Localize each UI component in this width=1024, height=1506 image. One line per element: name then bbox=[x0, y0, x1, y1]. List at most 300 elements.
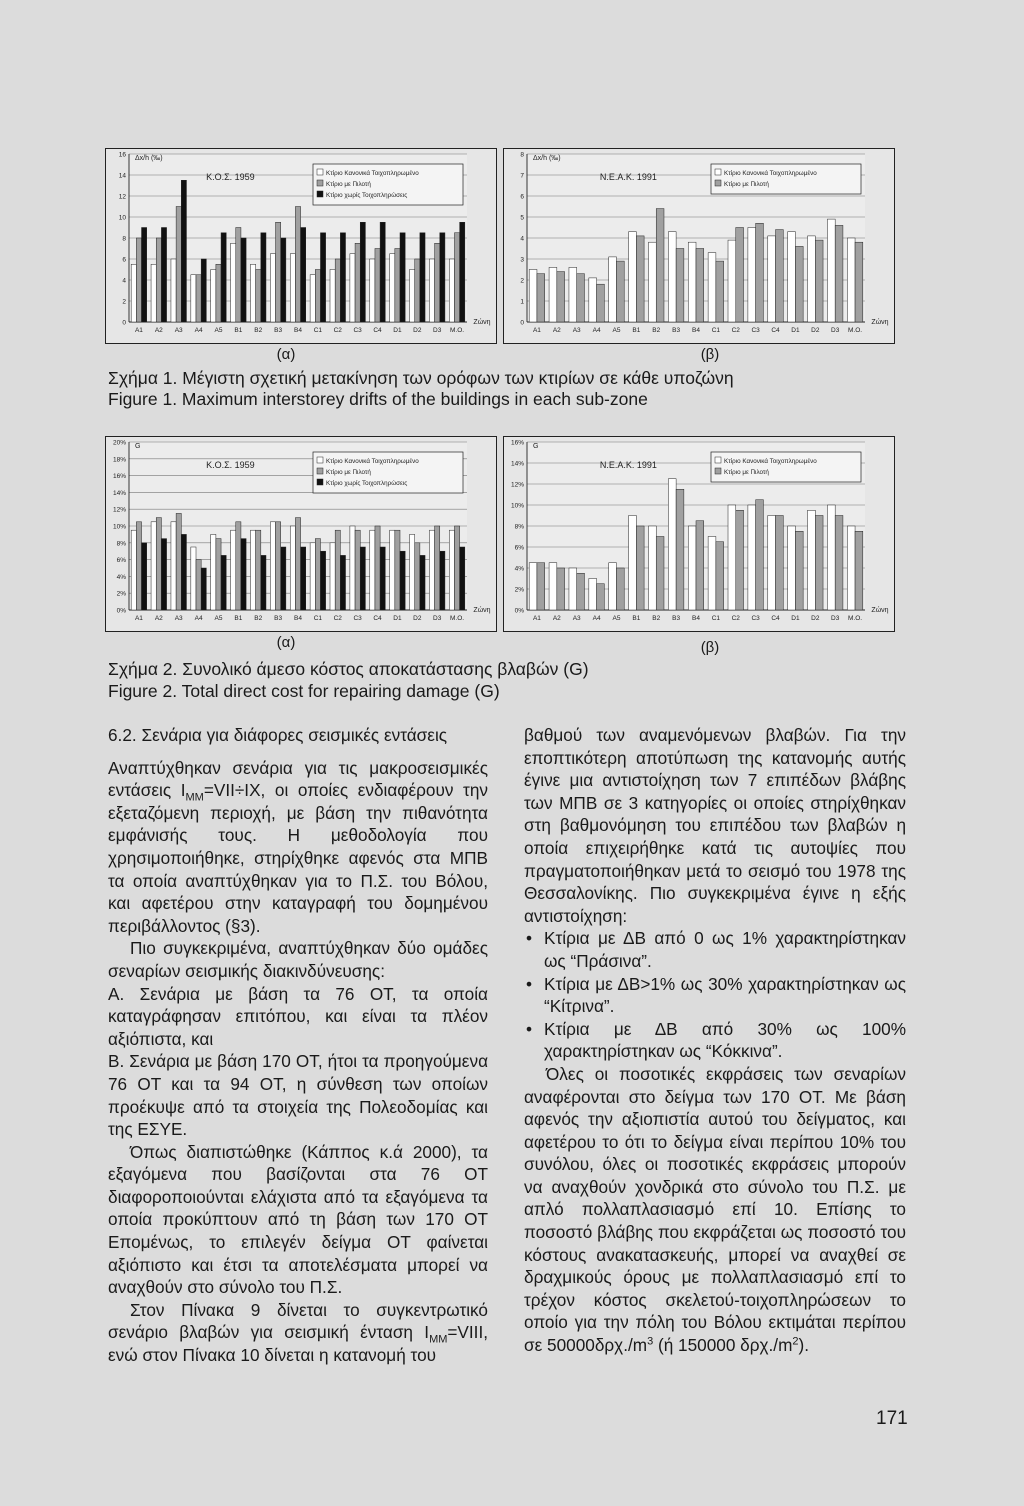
bar bbox=[161, 228, 166, 323]
x-axis-label: Ζώνη bbox=[871, 319, 889, 326]
y-tick-label: 2 bbox=[520, 277, 524, 285]
bar bbox=[549, 267, 557, 322]
bar bbox=[577, 573, 585, 610]
bar bbox=[696, 521, 704, 610]
figure-2-caption-en: Figure 2. Total direct cost for repairing damage (G) bbox=[108, 681, 500, 701]
bar bbox=[736, 228, 744, 323]
bar bbox=[549, 563, 557, 610]
bar bbox=[191, 547, 196, 610]
bar bbox=[201, 259, 206, 322]
x-tick-label: C2 bbox=[731, 327, 740, 334]
bar bbox=[176, 207, 181, 323]
x-tick-label: A2 bbox=[154, 615, 163, 622]
bar bbox=[835, 225, 843, 322]
bar bbox=[236, 228, 241, 323]
figure-2b bbox=[503, 436, 895, 632]
bar bbox=[256, 530, 261, 610]
bar bbox=[847, 238, 855, 322]
legend-swatch bbox=[317, 468, 323, 474]
bar bbox=[151, 264, 156, 322]
bar bbox=[181, 534, 186, 610]
figure-2a-label: (α) bbox=[276, 634, 296, 651]
bar bbox=[236, 522, 241, 610]
bar bbox=[370, 259, 375, 322]
x-tick-label: B4 bbox=[294, 327, 302, 334]
bar bbox=[808, 510, 816, 610]
bar bbox=[636, 236, 644, 322]
y-tick-label: 10% bbox=[510, 502, 524, 510]
bar bbox=[569, 568, 577, 610]
bar bbox=[748, 228, 756, 323]
x-tick-label: M.O. bbox=[450, 615, 465, 622]
x-tick-label: A4 bbox=[592, 327, 601, 334]
bar bbox=[435, 526, 440, 610]
bar bbox=[460, 547, 465, 610]
paragraph: Αναπτύχθηκαν σενάρια για τις μακροσεισμικές εντάσεις $I_{MM}=VII\div IX$, οι οποίες ενδιαφέρουν την εξεταζόμενη περιοχή, με βάση την πιθανότητα εμφάνισής τους. Η μεθοδολογία που χρησιμοποιήθηκε, στηρίχθηκε αφενός στα ΜΠΒ τα οποία αναπτύχθηκαν για το Π.Σ. του Βόλου, και αφετέρου στην καταγραφή του δομημένου περιβάλλοντος (§3). bbox=[108, 757, 488, 936]
bar bbox=[340, 555, 345, 610]
bar bbox=[410, 534, 415, 610]
bar bbox=[616, 261, 624, 322]
y-tick-label: 16 bbox=[118, 151, 126, 159]
bar bbox=[380, 547, 385, 610]
x-tick-label: C4 bbox=[771, 327, 780, 334]
bar bbox=[716, 261, 724, 322]
bar bbox=[395, 249, 400, 323]
y-tick-label: 3 bbox=[520, 256, 524, 264]
figure-1-caption-gr: Σχήμα 1. Μέγιστη σχετική μετακίνηση των ορόφων των κτιρίων σε κάθε υποζώνη bbox=[108, 368, 734, 388]
x-tick-label: B1 bbox=[234, 615, 243, 622]
list-item: • Κτίρια με ΔΒ>1% ως 30% χαρακτηρίστηκαν ως “Κίτρινα”. bbox=[524, 973, 906, 1018]
bar bbox=[295, 207, 300, 323]
bar bbox=[454, 233, 459, 322]
bar bbox=[131, 264, 136, 322]
y-tick-label: 6 bbox=[520, 193, 524, 201]
x-tick-label: D3 bbox=[433, 615, 442, 622]
bar bbox=[375, 526, 380, 610]
legend-label: Κτίριο Κανονικά Τοιχοπληρωμένο bbox=[724, 458, 817, 465]
bar bbox=[315, 270, 320, 323]
bar bbox=[221, 555, 226, 610]
bar bbox=[136, 522, 141, 610]
bar bbox=[281, 238, 286, 322]
x-tick-label: D1 bbox=[393, 615, 402, 622]
bar bbox=[835, 516, 843, 611]
y-tick-label: 6% bbox=[514, 544, 524, 552]
bar bbox=[350, 526, 355, 610]
bar bbox=[176, 513, 181, 610]
figure-2a bbox=[105, 436, 497, 632]
x-tick-label: C4 bbox=[373, 327, 382, 334]
paragraph: βαθμού των αναμενόμενων βλαβών. Για την εποπτικότερη αποτύπωση της κατανομής αυτής έγινε μια αντιστοίχηση των 7 επιπέδων βλάβης των ΜΠΒ σε 3 κατηγορίες οι οποίες στηρίχθηκαν στη βαθμονόμηση του επιπέδου των βλαβών η οποία επιχειρήθηκε κατά τις αυτοψίες που πραγματοποιήθηκαν μετά το σεισμό του 1978 της Θεσσαλονίκης. Πιο συγκεκριμένα έγινε η εξής αντιστοίχηση: bbox=[524, 725, 906, 926]
y-tick-label: 14% bbox=[112, 489, 126, 497]
bar bbox=[131, 530, 136, 610]
x-tick-label: C2 bbox=[333, 327, 342, 334]
y-tick-label: 4 bbox=[122, 277, 126, 285]
bar bbox=[855, 242, 863, 322]
bar bbox=[196, 275, 201, 322]
bar bbox=[161, 539, 166, 610]
bar bbox=[231, 530, 236, 610]
bar bbox=[250, 264, 255, 322]
legend-label: Κτίριο Κανονικά Τοιχοπληρωμένο bbox=[326, 170, 419, 177]
bar bbox=[716, 542, 724, 610]
bar bbox=[795, 531, 803, 610]
y-axis-label: G bbox=[533, 443, 539, 450]
paragraph: Β. Σενάρια με βάση 170 ΟΤ, ήτοι τα προηγούμενα 76 ΟΤ και τα 94 ΟΤ, η σύνθεση των οποίων προέκυψε από τα στοιχεία της Πολεοδομίας και της ΕΣΥΕ. bbox=[108, 1051, 488, 1140]
legend-label: Κτίριο χωρίς Τοιχοπληρώσεις bbox=[326, 192, 408, 199]
bar bbox=[656, 537, 664, 611]
bar bbox=[390, 254, 395, 322]
x-tick-label: B3 bbox=[672, 327, 681, 334]
bar bbox=[768, 516, 776, 611]
bar bbox=[181, 180, 186, 322]
y-tick-label: 8 bbox=[520, 151, 524, 159]
y-tick-label: 2 bbox=[122, 298, 126, 306]
bar bbox=[668, 479, 676, 610]
bar bbox=[216, 264, 221, 322]
x-tick-label: A2 bbox=[154, 327, 163, 334]
x-tick-label: B3 bbox=[274, 327, 283, 334]
x-tick-label: A4 bbox=[592, 615, 601, 622]
paragraph: Στον Πίνακα 9 δίνεται το συγκεντρωτικό σενάριο βλαβών για σεισμική ένταση $I_{MM}=VIII$, ενώ στον Πίνακα 10 δίνεται η κατανομή του bbox=[108, 1299, 488, 1366]
x-tick-label: B3 bbox=[672, 615, 681, 622]
bar bbox=[776, 230, 784, 322]
bar bbox=[609, 257, 617, 322]
x-tick-label: C1 bbox=[313, 327, 323, 334]
bar bbox=[589, 278, 597, 322]
x-tick-label: B1 bbox=[632, 615, 641, 622]
x-tick-label: A4 bbox=[194, 615, 203, 622]
x-axis-label: Ζώνη bbox=[871, 607, 889, 614]
bar bbox=[648, 526, 656, 610]
x-tick-label: B4 bbox=[692, 327, 700, 334]
y-tick-label: 6 bbox=[122, 256, 126, 264]
bar bbox=[449, 259, 454, 322]
bar bbox=[708, 537, 716, 611]
x-tick-label: C1 bbox=[711, 327, 721, 334]
chart-title: Ν.Ε.Α.Κ. 1991 bbox=[599, 460, 657, 470]
x-tick-label: B4 bbox=[692, 615, 700, 622]
x-tick-label: A3 bbox=[174, 327, 183, 334]
paragraph: Α. Σενάρια με βάση τα 76 ΟΤ, τα οποία καταγράφησαν επιτόπου, και είναι τα πλέον αξιόπιστα, και bbox=[108, 983, 488, 1049]
bar bbox=[429, 530, 434, 610]
x-tick-label: B4 bbox=[294, 615, 302, 622]
bar bbox=[241, 539, 246, 610]
figure-2-caption-gr: Σχήμα 2. Συνολικό άμεσο κόστος αποκατάστασης βλαβών (G) bbox=[108, 659, 589, 679]
paragraph: Όπως διαπιστώθηκε (Κάππος κ.ά 2000), τα εξαγόμενα που βασίζονται στα 76 ΟΤ διαφοροποιούνται ελάχιστα από τα εξαγόμενα τα οποία προκύπτουν από τη βάση των 170 ΟΤ Επομένως, το επιλεγέν δείγμα ΟΤ φαίνεται αξιόπιστο και έτσι τα αποτελέσματα μπορεί να αναχθούν στο σύνολο του Π.Σ. bbox=[108, 1141, 488, 1298]
bar bbox=[171, 259, 176, 322]
bar bbox=[815, 240, 823, 322]
y-tick-label: 12 bbox=[118, 193, 126, 201]
y-tick-label: 16% bbox=[112, 473, 126, 481]
x-tick-label: C2 bbox=[333, 615, 342, 622]
y-tick-label: 12% bbox=[510, 481, 524, 489]
bar bbox=[454, 526, 459, 610]
y-tick-label: 0% bbox=[116, 607, 126, 615]
bar bbox=[330, 543, 335, 610]
bar bbox=[589, 579, 597, 611]
bar bbox=[847, 526, 855, 610]
x-tick-label: C1 bbox=[313, 615, 323, 622]
y-tick-label: 18% bbox=[112, 456, 126, 464]
figure-2b-label: (β) bbox=[700, 639, 720, 656]
x-tick-label: M.O. bbox=[450, 327, 465, 334]
bullet-list bbox=[524, 927, 906, 1063]
bar bbox=[420, 233, 425, 322]
bar bbox=[241, 238, 246, 322]
y-tick-label: 7 bbox=[520, 172, 524, 180]
bar bbox=[676, 249, 684, 323]
x-tick-label: A5 bbox=[214, 327, 223, 334]
chart-fig2b bbox=[503, 436, 895, 632]
bar bbox=[375, 249, 380, 323]
x-tick-label: A5 bbox=[612, 327, 621, 334]
x-tick-label: B2 bbox=[652, 327, 661, 334]
bar bbox=[557, 272, 565, 322]
y-tick-label: 0 bbox=[122, 319, 126, 327]
bar bbox=[795, 246, 803, 322]
bar bbox=[696, 249, 704, 323]
bar bbox=[756, 223, 764, 322]
legend-box bbox=[711, 452, 861, 482]
x-tick-label: A5 bbox=[612, 615, 621, 622]
x-tick-label: B1 bbox=[234, 327, 243, 334]
x-tick-label: D2 bbox=[811, 327, 820, 334]
bar bbox=[281, 547, 286, 610]
bar bbox=[429, 259, 434, 322]
y-tick-label: 0 bbox=[520, 319, 524, 327]
bar bbox=[636, 526, 644, 610]
x-tick-label: A1 bbox=[134, 615, 143, 622]
figure-1a-label: (α) bbox=[276, 346, 296, 363]
chart-fig1a bbox=[105, 148, 497, 344]
bar bbox=[616, 568, 624, 610]
bar bbox=[380, 222, 385, 322]
y-tick-label: 10% bbox=[112, 523, 126, 531]
x-tick-label: C2 bbox=[731, 615, 740, 622]
legend-label: Κτίριο με Πιλοτή bbox=[326, 469, 371, 476]
legend-swatch bbox=[317, 191, 323, 197]
bar bbox=[708, 253, 716, 322]
bar bbox=[211, 534, 216, 610]
bar bbox=[340, 233, 345, 322]
bar bbox=[537, 563, 545, 610]
bar bbox=[261, 233, 266, 322]
x-tick-label: A3 bbox=[174, 615, 183, 622]
legend-label: Κτίριο με Πιλοτή bbox=[326, 181, 371, 188]
bar bbox=[676, 489, 684, 610]
y-tick-label: 20% bbox=[112, 439, 126, 447]
x-tick-label: A4 bbox=[194, 327, 203, 334]
bar bbox=[142, 228, 147, 323]
bar bbox=[295, 518, 300, 610]
y-tick-label: 4% bbox=[514, 565, 524, 573]
y-tick-label: 1 bbox=[520, 298, 524, 306]
bar bbox=[577, 274, 585, 322]
x-tick-label: D3 bbox=[433, 327, 442, 334]
bar bbox=[668, 232, 676, 322]
x-tick-label: A1 bbox=[134, 327, 143, 334]
y-tick-label: 2% bbox=[116, 590, 126, 598]
y-tick-label: 12% bbox=[112, 506, 126, 514]
bar bbox=[360, 222, 365, 322]
legend-swatch bbox=[715, 468, 721, 474]
bar bbox=[335, 259, 340, 322]
legend-label: Κτίριο Κανονικά Τοιχοπληρωμένο bbox=[724, 170, 817, 177]
figure-1-caption-en: Figure 1. Maximum interstorey drifts of the buildings in each sub-zone bbox=[108, 389, 648, 409]
y-tick-label: 16% bbox=[510, 439, 524, 447]
x-tick-label: C3 bbox=[353, 327, 362, 334]
bar bbox=[270, 522, 275, 610]
y-axis-label: Δx/h (‰) bbox=[135, 155, 163, 162]
bar bbox=[310, 275, 315, 322]
bar bbox=[301, 547, 306, 610]
bar bbox=[808, 236, 816, 322]
y-tick-label: 14 bbox=[118, 172, 126, 180]
legend-swatch bbox=[317, 457, 323, 463]
legend-swatch bbox=[317, 169, 323, 175]
bar bbox=[355, 530, 360, 610]
bar bbox=[191, 275, 196, 322]
bar bbox=[290, 254, 295, 322]
y-tick-label: 14% bbox=[510, 460, 524, 468]
chart-title: Ν.Ε.Α.Κ. 1991 bbox=[599, 172, 657, 182]
y-tick-label: 8 bbox=[122, 235, 126, 243]
x-tick-label: C1 bbox=[711, 615, 721, 622]
bar bbox=[261, 555, 266, 610]
bar bbox=[320, 551, 325, 610]
left-column bbox=[108, 724, 488, 1367]
bar bbox=[142, 543, 147, 610]
figure-1b-label: (β) bbox=[700, 346, 720, 363]
bar bbox=[449, 530, 454, 610]
bar bbox=[250, 530, 255, 610]
bar bbox=[360, 547, 365, 610]
chart-title: Κ.Ο.Σ. 1959 bbox=[206, 172, 255, 182]
bar bbox=[301, 228, 306, 323]
legend-box bbox=[711, 164, 861, 194]
bar bbox=[557, 568, 565, 610]
chart-title: Κ.Ο.Σ. 1959 bbox=[206, 460, 255, 470]
bar bbox=[776, 516, 784, 611]
x-tick-label: M.O. bbox=[848, 615, 863, 622]
x-tick-label: D1 bbox=[791, 615, 800, 622]
x-tick-label: B2 bbox=[254, 615, 263, 622]
bar bbox=[688, 242, 696, 322]
legend-label: Κτίριο Κανονικά Τοιχοπληρωμένο bbox=[326, 458, 419, 465]
x-tick-label: D2 bbox=[413, 327, 422, 334]
bar bbox=[609, 563, 617, 610]
bar bbox=[597, 284, 605, 322]
bar bbox=[827, 219, 835, 322]
bar bbox=[815, 516, 823, 611]
x-tick-label: A1 bbox=[532, 327, 541, 334]
bar bbox=[420, 555, 425, 610]
page-number: 171 bbox=[876, 1408, 908, 1429]
x-tick-label: A3 bbox=[572, 327, 581, 334]
bar bbox=[201, 568, 206, 610]
bar bbox=[350, 254, 355, 322]
bar bbox=[648, 242, 656, 322]
bar bbox=[440, 233, 445, 322]
paragraph: Όλες οι ποσοτικές εκφράσεις των σεναρίων αναφέρονται στο δείγμα των 170 ΟΤ. Με βάση αφενός την αξιοπιστία αυτού του δείγματος, και αφετέρου το ότι το δείγμα είναι περίπου 10% του συνόλου, όλες οι ποσοτικές εκφράσεις μπορούν να αναχθούν χονδρικά στο σύνολο του Π.Σ. με απλό πολλαπλασιασμό επί 10. Επίσης το ποσοστό βλάβης που εκφράζεται ως ποσοστό του κόστους ανακατασκευής, μπορεί να αναχθεί σε δραχμικούς όρους με πολλαπλασιασμό επί το τρέχον κόστος σκελετού-τοιχοπληρώσεων το οποίο για την πόλη του Βόλου εκτιμάται περίπου σε $50000\delta\rho\chi./m^3$ (ή 150000 $\delta\rho\chi./m^2$). bbox=[524, 1063, 906, 1356]
bar bbox=[330, 270, 335, 323]
bar bbox=[736, 510, 744, 610]
bar bbox=[827, 505, 835, 610]
bar bbox=[221, 233, 226, 322]
bar bbox=[460, 222, 465, 322]
bar bbox=[196, 560, 201, 610]
x-axis-label: Ζώνη bbox=[473, 319, 491, 326]
bar bbox=[756, 500, 764, 610]
x-tick-label: A3 bbox=[572, 615, 581, 622]
x-tick-label: C3 bbox=[751, 327, 760, 334]
x-tick-label: B2 bbox=[254, 327, 263, 334]
bar bbox=[156, 238, 161, 322]
bar bbox=[788, 526, 796, 610]
legend-swatch bbox=[715, 457, 721, 463]
x-tick-label: B3 bbox=[274, 615, 283, 622]
x-tick-label: D2 bbox=[811, 615, 820, 622]
bar bbox=[788, 232, 796, 322]
bar bbox=[768, 236, 776, 322]
legend-swatch bbox=[317, 180, 323, 186]
x-tick-label: A2 bbox=[552, 327, 561, 334]
figure-1a bbox=[105, 148, 497, 344]
bar bbox=[569, 267, 577, 322]
bar bbox=[435, 243, 440, 322]
bar bbox=[231, 243, 236, 322]
y-axis-label: Δx/h (‰) bbox=[533, 155, 561, 162]
bar bbox=[276, 222, 281, 322]
x-tick-label: D2 bbox=[413, 615, 422, 622]
list-item: • Κτίρια με ΔΒ από 30% ως 100% χαρακτηρίστηκαν ως “Κόκκινα”. bbox=[524, 1018, 906, 1063]
bar bbox=[400, 233, 405, 322]
y-tick-label: 6% bbox=[116, 557, 126, 565]
bar bbox=[390, 530, 395, 610]
x-tick-label: D3 bbox=[831, 327, 840, 334]
x-tick-label: D1 bbox=[791, 327, 800, 334]
bar bbox=[320, 233, 325, 322]
right-column bbox=[524, 724, 906, 1357]
paragraph: Πιο συγκεκριμένα, αναπτύχθηκαν δύο ομάδες σεναρίων σεισμικής διακινδύνευσης: bbox=[108, 938, 488, 981]
bar bbox=[151, 522, 156, 610]
x-tick-label: M.O. bbox=[848, 327, 863, 334]
bar bbox=[136, 238, 141, 322]
bar bbox=[335, 530, 340, 610]
x-tick-label: A2 bbox=[552, 615, 561, 622]
y-tick-label: 0% bbox=[514, 607, 524, 615]
bar bbox=[310, 543, 315, 610]
bar bbox=[370, 530, 375, 610]
bar bbox=[855, 531, 863, 610]
section-heading: 6.2. Σενάρια για διάφορες σεισμικές εντάσεις bbox=[108, 725, 448, 745]
bar bbox=[597, 584, 605, 610]
y-tick-label: 8% bbox=[116, 540, 126, 548]
bar bbox=[629, 516, 637, 611]
bar bbox=[315, 539, 320, 610]
bar bbox=[748, 505, 756, 610]
bar bbox=[270, 254, 275, 322]
y-tick-label: 5 bbox=[520, 214, 524, 222]
bar bbox=[211, 270, 216, 323]
x-tick-label: B2 bbox=[652, 615, 661, 622]
legend-label: Κτίριο με Πιλοτή bbox=[724, 181, 769, 188]
bar bbox=[410, 270, 415, 323]
y-tick-label: 2% bbox=[514, 586, 524, 594]
bar bbox=[290, 526, 295, 610]
figure-1b bbox=[503, 148, 895, 344]
